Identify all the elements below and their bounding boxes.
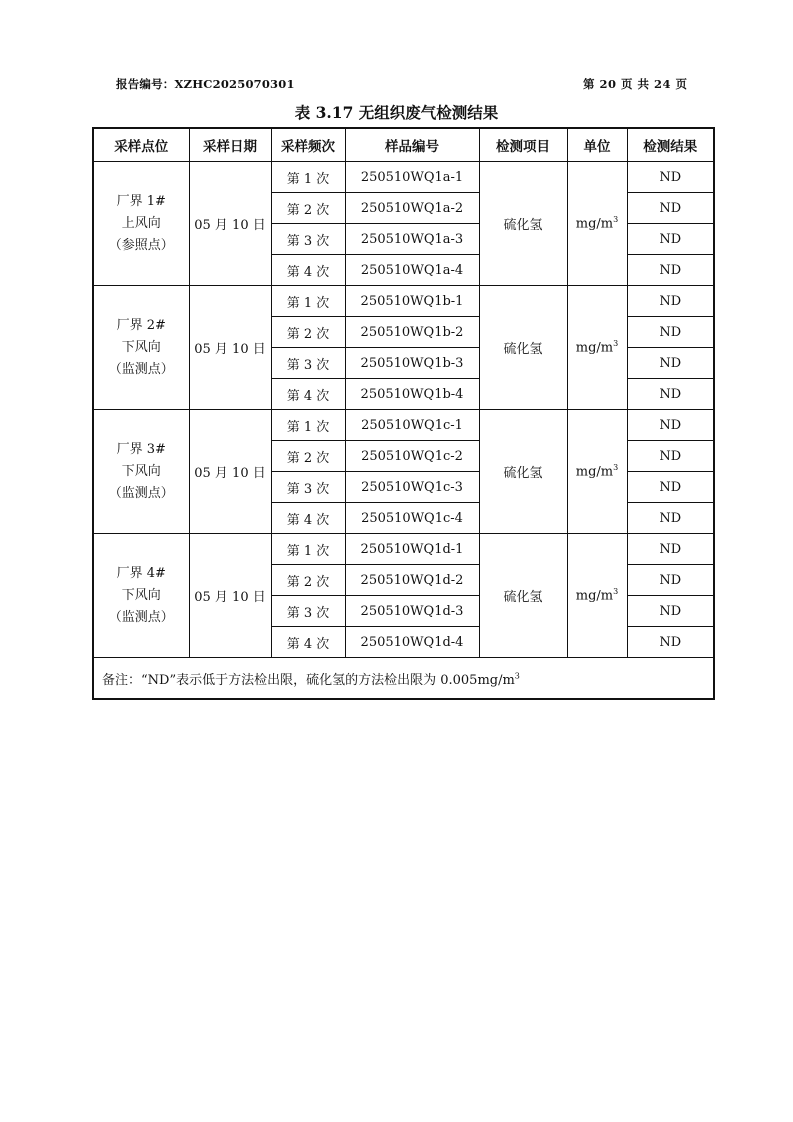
date-cell: 05 月 10 日 [189, 162, 271, 286]
note-row [93, 658, 714, 700]
report-number: 报告编号：XZHC2025070301 [116, 77, 295, 91]
unit-superscript: 3 [613, 463, 619, 473]
col-header-unit: 单位 [567, 128, 627, 162]
frequency-cell: 第 2 次 [271, 317, 345, 348]
frequency-cell: 第 3 次 [271, 596, 345, 627]
col-header-date: 采样日期 [189, 128, 271, 162]
note-superscript: 3 [514, 671, 520, 681]
unit-superscript: 3 [613, 587, 619, 597]
sample-id-cell: 250510WQ1b-4 [345, 379, 479, 410]
location-role: （参照点） [108, 237, 174, 253]
item-cell: 硫化氢 [479, 534, 567, 658]
unit-superscript: 3 [613, 215, 619, 225]
result-cell: ND [627, 627, 714, 658]
table-row [93, 410, 714, 441]
sample-id-cell: 250510WQ1d-4 [345, 627, 479, 658]
result-cell: ND [627, 503, 714, 534]
result-cell: ND [627, 534, 714, 565]
result-cell: ND [627, 441, 714, 472]
table-row [93, 286, 714, 317]
col-header-result: 检测结果 [627, 128, 714, 162]
note-cell [93, 658, 714, 700]
sample-id-cell: 250510WQ1c-2 [345, 441, 479, 472]
location-name: 厂界 1# [116, 193, 166, 209]
col-header-frequency: 采样频次 [271, 128, 345, 162]
sample-id-cell: 250510WQ1b-2 [345, 317, 479, 348]
location-name: 厂界 3# [116, 441, 166, 457]
result-cell: ND [627, 379, 714, 410]
table-title: 表 3.17 无组织废气检测结果 [294, 103, 499, 122]
item-cell: 硫化氢 [479, 410, 567, 534]
result-cell: ND [627, 472, 714, 503]
results-table-container [92, 127, 713, 700]
location-direction: 上风向 [121, 215, 161, 231]
result-cell: ND [627, 348, 714, 379]
location-direction: 下风向 [121, 463, 161, 479]
sample-id-cell: 250510WQ1b-3 [345, 348, 479, 379]
location-cell [93, 534, 189, 658]
frequency-cell: 第 4 次 [271, 255, 345, 286]
location-name: 厂界 4# [116, 565, 166, 581]
location-role: （监测点） [108, 609, 174, 625]
sample-id-cell: 250510WQ1a-2 [345, 193, 479, 224]
location-cell [93, 286, 189, 410]
table-row [93, 534, 714, 565]
table-row [93, 162, 714, 193]
frequency-cell: 第 2 次 [271, 193, 345, 224]
sample-id-cell: 250510WQ1d-1 [345, 534, 479, 565]
sample-id-cell: 250510WQ1d-2 [345, 565, 479, 596]
location-role: （监测点） [108, 361, 174, 377]
unit-cell [567, 410, 627, 534]
frequency-cell: 第 4 次 [271, 627, 345, 658]
sample-id-cell: 250510WQ1c-3 [345, 472, 479, 503]
col-header-location: 采样点位 [93, 128, 189, 162]
frequency-cell: 第 1 次 [271, 162, 345, 193]
frequency-cell: 第 2 次 [271, 565, 345, 596]
frequency-cell: 第 3 次 [271, 224, 345, 255]
result-cell: ND [627, 193, 714, 224]
unit-base: mg/m [575, 216, 614, 232]
location-cell [93, 410, 189, 534]
sample-id-cell: 250510WQ1d-3 [345, 596, 479, 627]
location-name: 厂界 2# [116, 317, 166, 333]
col-header-item: 检测项目 [479, 128, 567, 162]
frequency-cell: 第 4 次 [271, 503, 345, 534]
results-table [92, 127, 715, 700]
frequency-cell: 第 1 次 [271, 410, 345, 441]
unit-base: mg/m [575, 340, 614, 356]
frequency-cell: 第 1 次 [271, 534, 345, 565]
frequency-cell: 第 3 次 [271, 472, 345, 503]
frequency-cell: 第 2 次 [271, 441, 345, 472]
result-cell: ND [627, 317, 714, 348]
item-cell: 硫化氢 [479, 162, 567, 286]
result-cell: ND [627, 162, 714, 193]
result-cell: ND [627, 224, 714, 255]
sample-id-cell: 250510WQ1b-1 [345, 286, 479, 317]
unit-base: mg/m [575, 464, 614, 480]
sample-id-cell: 250510WQ1a-3 [345, 224, 479, 255]
sample-id-cell: 250510WQ1c-4 [345, 503, 479, 534]
date-cell: 05 月 10 日 [189, 410, 271, 534]
location-role: （监测点） [108, 485, 174, 501]
unit-superscript: 3 [613, 339, 619, 349]
result-cell: ND [627, 286, 714, 317]
unit-cell [567, 534, 627, 658]
table-header-row [93, 128, 714, 162]
page-info: 第 20 页 共 24 页 [583, 77, 688, 91]
sample-id-cell: 250510WQ1a-1 [345, 162, 479, 193]
date-cell: 05 月 10 日 [189, 286, 271, 410]
result-cell: ND [627, 565, 714, 596]
frequency-cell: 第 1 次 [271, 286, 345, 317]
unit-cell [567, 162, 627, 286]
sample-id-cell: 250510WQ1a-4 [345, 255, 479, 286]
sample-id-cell: 250510WQ1c-1 [345, 410, 479, 441]
frequency-cell: 第 3 次 [271, 348, 345, 379]
location-direction: 下风向 [121, 587, 161, 603]
unit-base: mg/m [575, 588, 614, 604]
location-cell [93, 162, 189, 286]
result-cell: ND [627, 596, 714, 627]
frequency-cell: 第 4 次 [271, 379, 345, 410]
result-cell: ND [627, 255, 714, 286]
date-cell: 05 月 10 日 [189, 534, 271, 658]
location-direction: 下风向 [121, 339, 161, 355]
result-cell: ND [627, 410, 714, 441]
unit-cell [567, 286, 627, 410]
col-header-sample-id: 样品编号 [345, 128, 479, 162]
item-cell: 硫化氢 [479, 286, 567, 410]
note-text: 备注：“ND”表示低于方法检出限，硫化氢的方法检出限为 0.005mg/m [102, 672, 515, 688]
